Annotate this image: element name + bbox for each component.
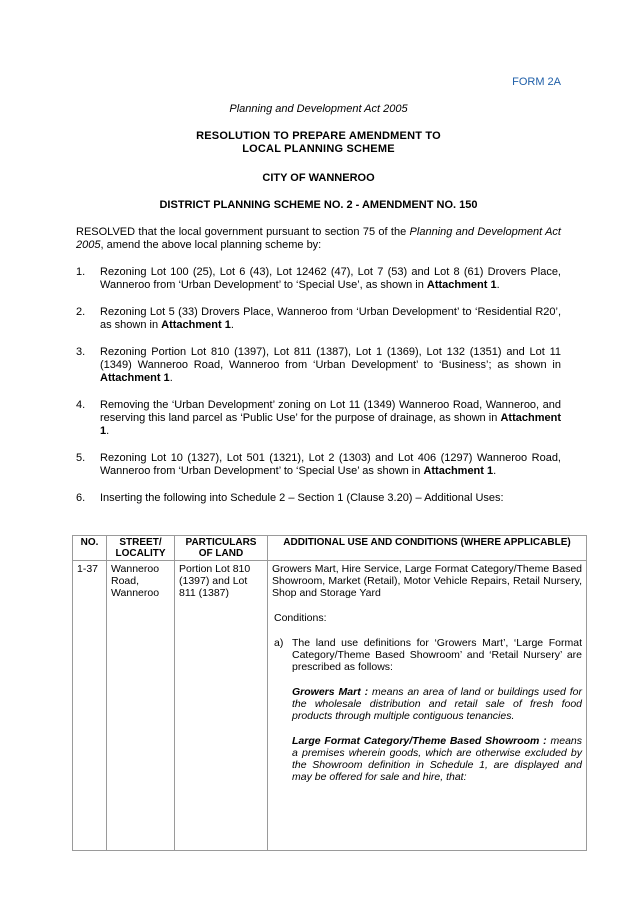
item-attachment: Attachment 1 [100, 372, 170, 384]
additional-uses-list: Growers Mart, Hire Service, Large Format Category/Theme Based Showroom, Market (Retail), Motor Vehicle Repairs, Retail Nursery, Shop and Storage Yard [272, 563, 582, 599]
intro-act-name: Planning and Development Act 2005 [76, 226, 561, 251]
definition-text: means a premises wherein goods, which are otherwise excluded by the Showroom definition in Schedule 1, are displayed and may be offered for sale and hire, that: [292, 735, 582, 783]
amendment-item-3 [76, 346, 561, 385]
item-text: Rezoning Lot 10 (1327), Lot 501 (1321), Lot 2 (1303) and Lot 406 (1297) Wanneroo Road, Wanneroo from ‘Urban Development’ to ‘Special Use’ as shown in [100, 452, 561, 477]
header-street-locality: STREET/ LOCALITY [107, 536, 175, 561]
item-end: . [493, 465, 497, 477]
item-text: Removing the ‘Urban Development’ zoning on Lot 11 (1349) Wanneroo Road, Wanneroo, and reserving this land parcel as ‘Public Use’ for the purpose of drainage, as shown in [100, 399, 561, 424]
item-end: . [230, 319, 234, 331]
form-label: FORM 2A [512, 76, 561, 88]
condition-a [272, 637, 582, 783]
item-number: 2. [76, 306, 86, 318]
resolution-intro [76, 226, 561, 252]
amendment-item-4 [76, 399, 561, 438]
item-number: 6. [76, 492, 86, 504]
cell-particulars: Portion Lot 810 (1397) and Lot 811 (1387) [175, 561, 268, 851]
table-row [73, 561, 587, 851]
item-text: Rezoning Lot 100 (25), Lot 6 (43), Lot 12462 (47), Lot 7 (53) and Lot 8 (61) Drovers Place, Wanneroo from ‘Urban Development’ to ‘Special Use’, as shown in [100, 266, 561, 291]
amendment-items [76, 266, 561, 519]
amendment-item-1 [76, 266, 561, 292]
amendment-item-2 [76, 306, 561, 332]
item-text: Rezoning Lot 5 (33) Drovers Place, Wanneroo from ‘Urban Development’ to ‘Residential R20’, as shown in [100, 306, 561, 331]
item-number: 4. [76, 399, 86, 411]
item-attachment: Attachment 1 [161, 319, 231, 331]
item-end: . [106, 425, 110, 437]
city-name: CITY OF WANNEROO [262, 172, 375, 184]
header-no: NO. [73, 536, 107, 561]
definition-text: means an area of land or buildings used for the wholesale distribution and retail sale of fresh food products through multiple contiguous tenancies. [292, 686, 582, 722]
item-number: 5. [76, 452, 86, 464]
item-end: . [496, 279, 500, 291]
item-attachment: Attachment 1 [426, 279, 497, 291]
resolution-title-line2: LOCAL PLANNING SCHEME [242, 143, 395, 155]
cell-additional-use [268, 561, 587, 851]
condition-letter: a) [274, 637, 284, 649]
table-header-row [73, 536, 587, 561]
resolution-title [76, 130, 561, 156]
definition-term: Large Format Category/Theme Based Showroom : [292, 735, 547, 747]
resolution-title-line1: RESOLUTION TO PREPARE AMENDMENT TO [196, 130, 441, 142]
definition-large-format-showroom [292, 735, 582, 783]
intro-text-2: , amend the above local planning scheme by: [100, 239, 322, 251]
cell-street-locality: Wanneroo Road, Wanneroo [107, 561, 175, 851]
item-text: Rezoning Portion Lot 810 (1397), Lot 811 (1387), Lot 1 (1369), Lot 132 (1351) and Lot 11 (1349) Wanneroo Road, Wanneroo from ‘Urban Development’ to ‘Business’; as shown in [100, 346, 561, 371]
item-end: . [169, 372, 173, 384]
act-title: Planning and Development Act 2005 [229, 103, 408, 115]
additional-uses-table [72, 535, 587, 851]
definition-growers-mart [292, 686, 582, 722]
item-text: Inserting the following into Schedule 2 – Section 1 (Clause 3.20) – Additional Uses: [100, 492, 504, 504]
amendment-item-6 [76, 492, 561, 505]
item-attachment: Attachment 1 [100, 412, 561, 437]
item-number: 1. [76, 266, 86, 278]
intro-text-1: RESOLVED that the local government pursuant to section 75 of the [76, 226, 410, 238]
cell-no: 1-37 [73, 561, 107, 851]
item-number: 3. [76, 346, 86, 358]
item-attachment: Attachment 1 [423, 465, 494, 477]
header-particulars-of-land: PARTICULARS OF LAND [175, 536, 268, 561]
condition-a-text: The land use definitions for ‘Growers Mart’, ‘Large Format Category/Theme Based Showroom’ and ‘Retail Nursery’ are prescribed as follows: [292, 637, 582, 673]
scheme-title: DISTRICT PLANNING SCHEME NO. 2 - AMENDMENT NO. 150 [159, 199, 478, 211]
conditions-label: Conditions: [274, 612, 327, 624]
amendment-item-5 [76, 452, 561, 478]
definition-term: Growers Mart : [292, 686, 369, 698]
header-additional-use: ADDITIONAL USE AND CONDITIONS (WHERE APPLICABLE) [268, 536, 587, 561]
